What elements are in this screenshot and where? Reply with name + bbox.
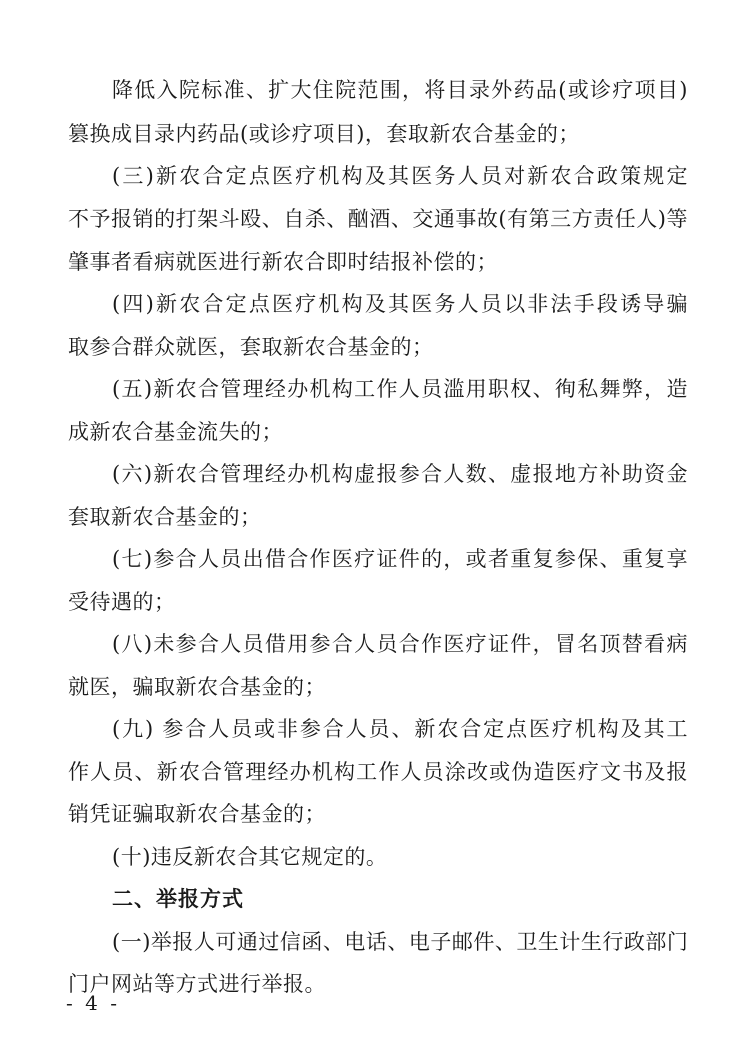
text-line: 就医，骗取新农合基金的；: [68, 675, 326, 699]
text-line: (十)违反新农合其它规定的。: [112, 845, 388, 869]
text-line: 门户网站等方式进行举报。: [68, 972, 326, 996]
text-line: 不予报销的打架斗殴、自杀、酗酒、交通事故(有第三方责任人)等: [68, 207, 688, 231]
text-line: 套取新农合基金的；: [68, 505, 262, 529]
text-line: (八)未参合人员借用参合人员合作医疗证件，冒名顶替看病: [112, 632, 688, 656]
text-line: (一)举报人可通过信函、电话、电子邮件、卫生计生行政部门: [112, 930, 689, 954]
text-line: 受待遇的；: [68, 590, 176, 614]
text-line: 篡换成目录内药品(或诊疗项目)，套取新农合基金的；: [68, 122, 580, 146]
text-line: 销凭证骗取新农合基金的；: [68, 802, 326, 826]
text-line: 降低入院标准、扩大住院范围，将目录外药品(或诊疗项目): [112, 78, 688, 102]
text-line: (五)新农合管理经办机构工作人员滥用职权、徇私舞弊，造: [112, 377, 688, 401]
text-line: (六)新农合管理经办机构虚报参合人数、虚报地方补助资金: [112, 462, 688, 486]
text-line: (九) 参合人员或非参合人员、新农合定点医疗机构及其工: [112, 717, 688, 741]
text-line: (四)新农合定点医疗机构及其医务人员以非法手段诱导骗: [112, 292, 688, 316]
page-number: - 4 -: [66, 991, 120, 1015]
text-line: 取参合群众就医，套取新农合基金的；: [68, 335, 434, 359]
text-line: 作人员、新农合管理经办机构工作人员涂改或伪造医疗文书及报: [68, 760, 688, 784]
text-line: (七)参合人员出借合作医疗证件的，或者重复参保、重复享: [112, 547, 688, 571]
text-line: 肇事者看病就医进行新农合即时结报补偿的；: [68, 250, 498, 274]
section-heading: 二、举报方式: [112, 887, 244, 911]
text-line: 成新农合基金流失的；: [68, 420, 283, 444]
text-line: (三)新农合定点医疗机构及其医务人员对新农合政策规定: [112, 164, 688, 188]
